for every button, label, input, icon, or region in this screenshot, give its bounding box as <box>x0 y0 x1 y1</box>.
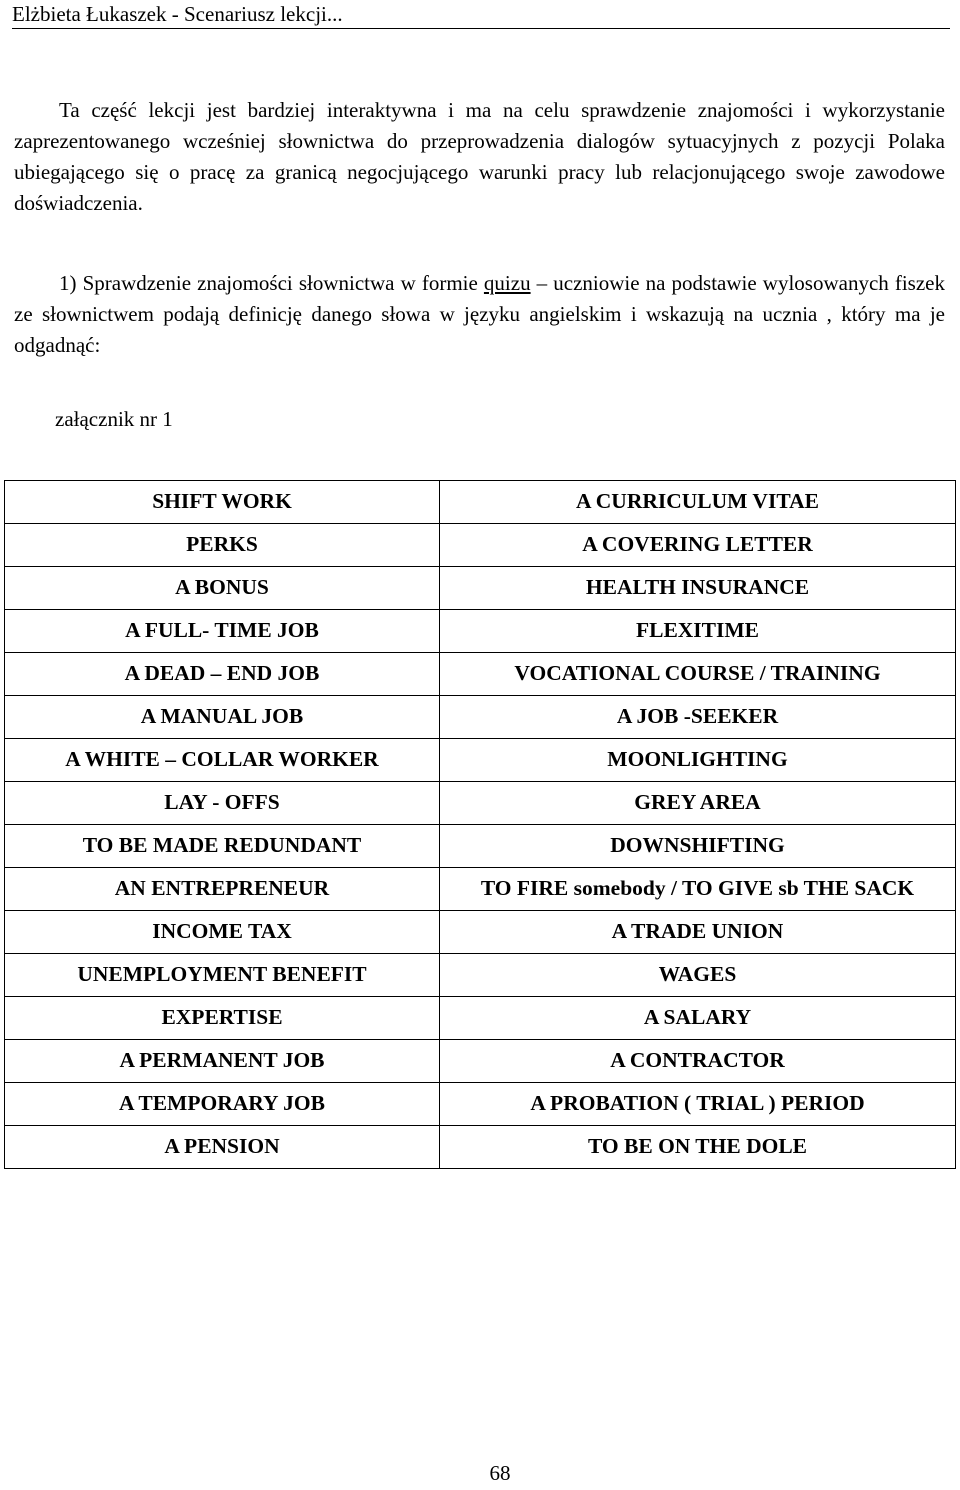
vocab-term-right: A JOB -SEEKER <box>440 696 956 739</box>
vocab-term-left: AN ENTREPRENEUR <box>5 868 440 911</box>
table-row <box>5 825 956 868</box>
vocab-term-left: A PENSION <box>5 1126 440 1169</box>
vocab-term-right: FLEXITIME <box>440 610 956 653</box>
table-row <box>5 782 956 825</box>
vocab-term-left: A MANUAL JOB <box>5 696 440 739</box>
table-row <box>5 1040 956 1083</box>
page-number: 68 <box>489 1461 511 1485</box>
vocab-term-left: PERKS <box>5 524 440 567</box>
table-row <box>5 997 956 1040</box>
vocab-term-right: TO BE ON THE DOLE <box>440 1126 956 1169</box>
vocab-term-right: HEALTH INSURANCE <box>440 567 956 610</box>
vocab-term-left: A WHITE – COLLAR WORKER <box>5 739 440 782</box>
vocab-term-left: A DEAD – END JOB <box>5 653 440 696</box>
step-1-paragraph <box>14 268 945 361</box>
step-1-text-after: – uczniowie na podstawie wylosowanych fiszek ze słownictwem podają definicję danego słowa w języku angielskim i wskazują na ucznia , który ma je odgadnąć: <box>14 271 945 357</box>
table-row <box>5 524 956 567</box>
table-row <box>5 567 956 610</box>
table-row <box>5 1126 956 1169</box>
annex-label: załącznik nr 1 <box>55 407 173 431</box>
vocab-term-right: DOWNSHIFTING <box>440 825 956 868</box>
intro-paragraph: Ta część lekcji jest bardziej interaktywna i ma na celu sprawdzenie znajomości i wykorzystanie zaprezentowanego wcześniej słownictwa do przeprowadzenia dialogów sytuacyjnych z pozycji Polaka ubiegającego się o pracę za granicą negocjującego warunki pracy lub relacjonującego swoje zawodowe doświadczenia. <box>14 98 945 215</box>
table-row <box>5 911 956 954</box>
running-header: Elżbieta Łukaszek - Scenariusz lekcji... <box>12 1 950 29</box>
vocab-term-right: MOONLIGHTING <box>440 739 956 782</box>
vocab-term-right: VOCATIONAL COURSE / TRAINING <box>440 653 956 696</box>
table-row <box>5 696 956 739</box>
vocab-term-left: A TEMPORARY JOB <box>5 1083 440 1126</box>
vocab-term-left: SHIFT WORK <box>5 481 440 524</box>
vocab-term-left: LAY - OFFS <box>5 782 440 825</box>
vocabulary-table <box>4 480 956 1169</box>
vocab-term-left: EXPERTISE <box>5 997 440 1040</box>
vocab-term-right: WAGES <box>440 954 956 997</box>
table-row <box>5 739 956 782</box>
vocab-term-left: INCOME TAX <box>5 911 440 954</box>
vocab-term-right: A TRADE UNION <box>440 911 956 954</box>
vocab-term-left: A BONUS <box>5 567 440 610</box>
table-row <box>5 653 956 696</box>
table-row <box>5 954 956 997</box>
vocab-term-right: TO FIRE somebody / TO GIVE sb THE SACK <box>440 868 956 911</box>
step-1-text-before: 1) Sprawdzenie znajomości słownictwa w formie <box>59 271 484 295</box>
vocab-term-left: A FULL- TIME JOB <box>5 610 440 653</box>
vocabulary-table-body <box>5 481 956 1169</box>
vocab-term-left: UNEMPLOYMENT BENEFIT <box>5 954 440 997</box>
table-row <box>5 868 956 911</box>
vocab-term-right: A PROBATION ( TRIAL ) PERIOD <box>440 1083 956 1126</box>
table-row <box>5 481 956 524</box>
vocab-term-right: A CONTRACTOR <box>440 1040 956 1083</box>
vocab-term-right: A CURRICULUM VITAE <box>440 481 956 524</box>
vocab-term-left: A PERMANENT JOB <box>5 1040 440 1083</box>
vocab-term-right: A COVERING LETTER <box>440 524 956 567</box>
table-row <box>5 610 956 653</box>
vocab-term-left: TO BE MADE REDUNDANT <box>5 825 440 868</box>
vocab-term-right: GREY AREA <box>440 782 956 825</box>
table-row <box>5 1083 956 1126</box>
quiz-term: quizu <box>483 271 531 295</box>
vocab-term-right: A SALARY <box>440 997 956 1040</box>
